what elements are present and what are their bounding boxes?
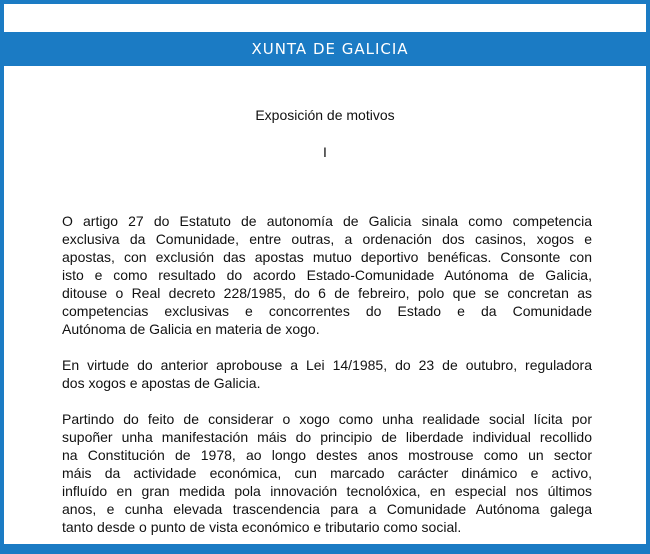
- text-line: tanto desde o punto de vista económico e tributario como social.: [62, 519, 462, 535]
- text-line: exclusiva da Comunidade, entre outras, a ordenación dos casinos, xogos e: [62, 231, 592, 247]
- text-line: Autónoma de Galicia en materia de xogo.: [62, 321, 320, 337]
- text-line: supoñer unha manifestación máis do principio de liberdade individual recollido: [62, 429, 592, 445]
- text-line: influído en gran medida pola innovación tecnolóxica, en especial nos últimos: [62, 483, 592, 499]
- section-number: I: [323, 144, 327, 160]
- text-line: ditouse o Real decreto 228/1985, do 6 de febreiro, polo que se concretan as: [62, 285, 592, 301]
- text-line: O artigo 27 do Estatuto de autonomía de Galicia sinala como competencia: [62, 213, 592, 229]
- paragraph-3: [62, 410, 592, 536]
- document-title: Exposición de motivos: [255, 107, 395, 123]
- text-line: anos, e cunha elevada trascendencia para a Comunidade Autónoma galega: [62, 501, 592, 517]
- text-line: isto e como resultado do acordo Estado-Comunidade Autónoma de Galicia,: [62, 267, 592, 283]
- paragraph-2: [62, 356, 592, 392]
- document-page: [4, 4, 646, 544]
- text-line: máis da actividade económica, cun marcado carácter dinámico e activo,: [62, 465, 592, 481]
- text-line: dos xogos e apostas de Galicia.: [62, 375, 261, 391]
- text-line: na Constitución de 1978, ao longo destes anos mostrouse como un sector: [62, 447, 592, 463]
- text-line: En virtude do anterior aprobouse a Lei 14/1985, do 23 de outubro, reguladora: [62, 357, 592, 373]
- text-line: apostas, con exclusión das apostas mutuo deportivo benéficas. Consonte con: [62, 249, 592, 265]
- header-banner: [4, 32, 646, 66]
- header-title: XUNTA DE GALICIA: [251, 40, 409, 58]
- text-line: competencias exclusivas e concorrentes do Estado e da Comunidade: [62, 303, 592, 319]
- document-body: [62, 212, 592, 554]
- text-line: Partindo do feito de considerar o xogo como unha realidade social lícita por: [62, 411, 592, 427]
- paragraph-1: [62, 212, 592, 338]
